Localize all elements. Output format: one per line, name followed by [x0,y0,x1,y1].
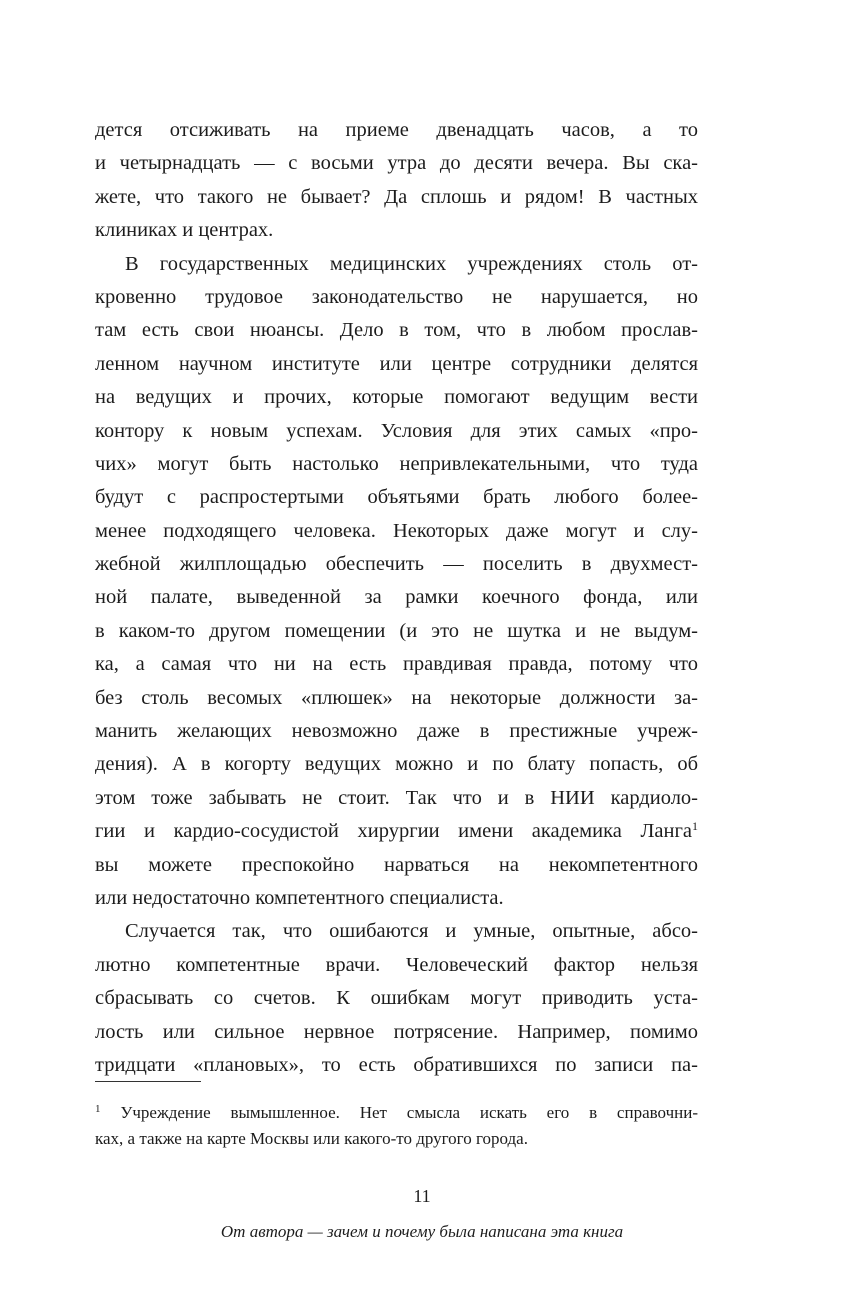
footnote-line [95,1095,698,1124]
text-line: клиниках и центрах. [95,219,274,242]
text-line: и четырнадцать — с восьми утра до десяти вечера. Вы ска- [95,152,698,175]
paragraph-start-line: В государственных медицинских учреждениях столь от- [125,252,698,275]
text-line: кровенно трудовое законодательство не нарушается, но [95,285,698,308]
text-line: гии и кардио-сосудистой хирургии имени академика Ланга$^1$ [95,819,698,843]
text-line: будут с распростертыми объятьями брать любого более- [95,486,698,509]
text-line: ка, а самая что ни на есть правдивая правда, потому что [95,653,698,676]
footnote-text: ках, а также на карте Москвы или какого-то другого города. [95,1129,528,1148]
text-line: чих» могут быть настолько непривлекательными, что туда [95,452,698,475]
paragraph-start-line: Случается так, что ошибаются и умные, опытные, абсо- [125,920,698,943]
text-line: в каком-то другом помещении (и это не шутка и не выдум- [95,619,698,642]
text-line: менее подходящего человека. Некоторых даже могут и слу- [95,519,698,542]
text-line: лютно компетентные врачи. Человеческий фактор нельзя [95,953,698,976]
text-line: без столь весомых «плюшек» на некоторые должности за- [95,686,698,709]
text-line: лость или сильное нервное потрясение. Например, помимо [95,1020,698,1043]
body-text [95,114,698,1082]
text-line: сбрасывать со счетов. К ошибкам могут приводить уста- [95,987,698,1010]
text-line: на ведущих и прочих, которые помогают ведущим вести [95,386,698,409]
running-footer: От автора — зачем и почему была написана эта книга [220,1222,624,1241]
text-line: манить желающих невозможно даже в престижные учреж- [95,720,698,743]
text-line: там есть свои нюансы. Дело в том, что в любом прослав- [95,319,698,342]
footnote-divider [95,1081,201,1082]
text-line: ленном научном институте или центре сотрудники делятся [95,352,698,375]
text-line: этом тоже забывать не стоит. Так что и в НИИ кардиоло- [95,786,698,809]
text-line: жебной жилплощадью обеспечить — поселить в двухмест- [95,553,698,576]
footnote-reference[interactable]: 1 [692,819,698,834]
page-number: 11 [413,1186,431,1206]
footnote-marker: 1 [95,1103,101,1115]
footnote [95,1095,698,1153]
text-line: жете, что такого не бывает? Да сплошь и рядом! В частных [95,185,698,208]
text-line: контору к новым успехам. Условия для этих самых «про- [95,419,698,442]
text-line: вы можете преспокойно нарваться на некомпетентного [95,853,698,876]
text-line: или недостаточно компетентного специалиста. [95,886,504,909]
text-line: ной палате, выведенной за рамки коечного фонда, или [95,586,698,609]
text-line: дется отсиживать на приеме двенадцать часов, а то [95,119,698,141]
text-line-with-footnote [95,849,698,882]
text-line: тридцати «плановых», то есть обратившихся по записи па- [95,1053,698,1076]
footnote-text: Учреждение вымышленное. Нет смысла искать его в справочни- [120,1103,698,1122]
text-line: дения). А в когорту ведущих можно и по блату попасть, об [95,753,698,776]
